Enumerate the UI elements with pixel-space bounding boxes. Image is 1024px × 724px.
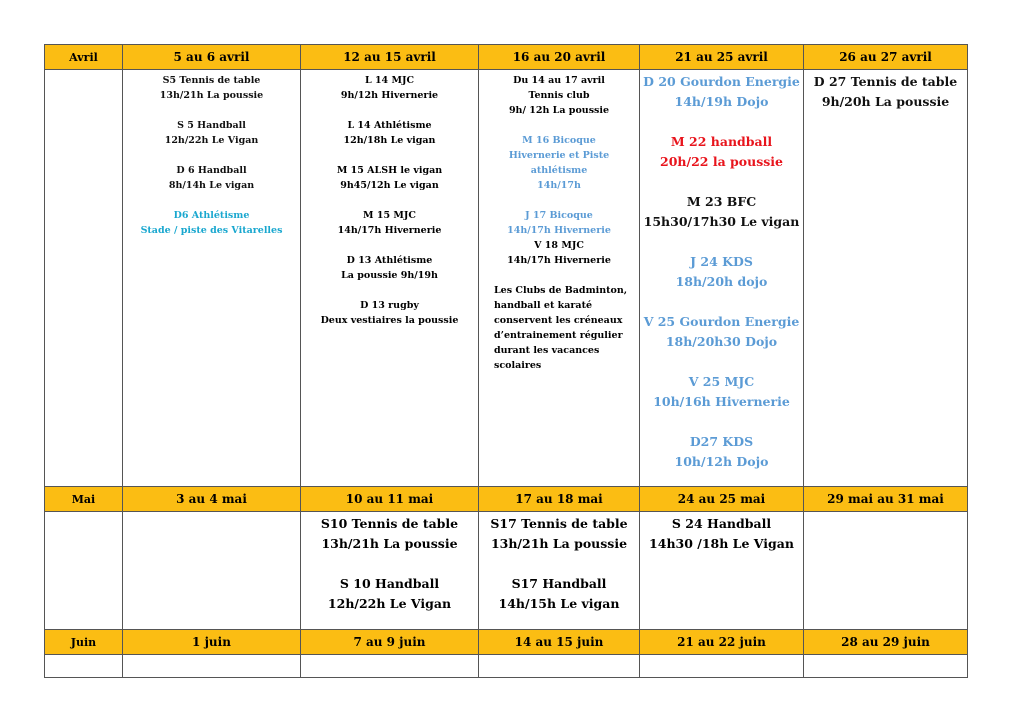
event-entry [123,118,300,148]
week-header: 16 au 20 avril [479,45,640,70]
schedule-cell [640,655,804,678]
event-title: D 6 Handball [176,165,247,176]
event-detail: 20h/22 la poussie [660,154,783,169]
schedule-cell [479,512,640,630]
schedule-cell [804,512,968,630]
schedule-cell [123,512,301,630]
week-header: 21 au 22 juin [640,630,804,655]
event-title: D27 KDS [689,434,754,449]
week-header: 29 mai au 31 mai [804,487,968,512]
event-detail: 18h/20h dojo [675,274,768,289]
event-detail: 14h/15h Le vigan [498,596,620,611]
event-title: V 25 Gourdon Energie [643,314,800,329]
event-title: L 14 MJC [364,75,415,86]
event-detail: 10h/16h Hivernerie [653,394,790,409]
week-header: 1 juin [123,630,301,655]
event-title: D6 Athlétisme [173,210,250,221]
event-entry [479,73,639,118]
event-title: D 13 Athlétisme [346,255,433,266]
event-detail: 9h/ 12h La poussie [508,105,610,116]
event-detail: 9h/12h Hivernerie [340,90,439,101]
week-header: 17 au 18 mai [479,487,640,512]
event-entry [301,514,478,554]
event-entry [640,514,803,554]
event-detail: 15h30/17h30 Le vigan [643,214,800,229]
week-header: 5 au 6 avril [123,45,301,70]
event-entry [301,253,478,283]
month-label-juin: Juin [45,630,123,655]
body-row-mai [45,512,968,630]
event-detail: 14h30 /18h Le Vigan [649,536,794,551]
header-row-mai [45,487,968,512]
event-title: Du 14 au 17 avril [513,75,605,86]
body-row-juin [45,655,968,678]
month-label-mai: Mai [45,487,123,512]
week-header: 3 au 4 mai [123,487,301,512]
event-title: M 15 MJC [363,210,416,221]
event-detail: 9h/20h La poussie [821,94,950,109]
event-detail: 9h45/12h Le vigan [340,180,439,191]
schedule-cell [640,512,804,630]
event-title: J 24 KDS [690,254,753,269]
event-entry [123,208,300,238]
event-entry [301,73,478,103]
month-label-avril: Avril [45,45,123,70]
week-header: 21 au 25 avril [640,45,804,70]
schedule-cell [640,70,804,487]
week-header: 28 au 29 juin [804,630,968,655]
schedule-cell [301,655,479,678]
event-detail: 18h/20h30 Dojo [665,334,778,349]
event-title: S 10 Handball [339,576,440,591]
event-title: M 16 Bicoque [522,135,596,146]
event-title: V 25 MJC [688,374,755,389]
event-detail: 14h/17h Hivernerie [507,255,611,266]
event-entry [123,73,300,103]
event-detail: 14h/17h Hivernerie [507,225,611,236]
body-row-avril [45,70,968,487]
event-entry [301,298,478,328]
event-title: D 20 Gourdon Energie [643,74,800,89]
event-detail: Deux vestiaires la poussie [320,315,459,326]
month-cell-empty [45,512,123,630]
schedule-cell [301,70,479,487]
event-title: D 13 rugby [360,300,419,311]
schedule-cell [301,512,479,630]
event-title: S 24 Handball [671,516,772,531]
header-row-juin [45,630,968,655]
header-row-avril [45,45,968,70]
event-title: L 14 Athlétisme [347,120,432,131]
event-entry [301,163,478,193]
schedule-cell [804,655,968,678]
week-header: 14 au 15 juin [479,630,640,655]
event-entry [640,252,803,292]
event-detail: 12h/22h Le Vigan [327,596,452,611]
event-title: S17 Handball [511,576,607,591]
event-title: S10 Tennis de table [320,516,459,531]
event-entry [640,192,803,232]
event-detail: 12h/18h Le vigan [343,135,436,146]
schedule-table [44,44,968,678]
schedule-cell [479,70,640,487]
event-detail: 14h/17h Hivernerie [337,225,442,236]
month-cell-empty [45,70,123,487]
week-header: 12 au 15 avril [301,45,479,70]
event-entry [640,432,803,472]
event-detail: Stade / piste des Vitarelles [140,225,283,236]
week-header: 10 au 11 mai [301,487,479,512]
event-detail: 8h/14h Le vigan [168,180,255,191]
event-entry [301,208,478,238]
event-title: S17 Tennis de table [490,516,628,531]
event-entry [640,372,803,412]
event-entry [479,208,639,268]
schedule-cell [804,70,968,487]
event-entry [640,132,803,172]
event-entry [479,514,639,554]
event-title: M 15 ALSH le vigan [336,165,443,176]
week-header: 26 au 27 avril [804,45,968,70]
event-title: D 27 Tennis de table [813,74,958,89]
event-detail: 12h/22h Le Vigan [164,135,259,146]
event-detail: Hivernerie et Piste athlétisme [508,150,610,176]
event-title: M 22 handball [670,134,773,149]
schedule-cell [123,70,301,487]
event-entry [479,574,639,614]
event-entry [640,72,803,112]
event-detail: 13h/21h La poussie [321,536,458,551]
week-header: 24 au 25 mai [640,487,804,512]
event-title: M 23 BFC [686,194,757,209]
event-detail: 13h/21h La poussie [159,90,264,101]
schedule-cell [479,655,640,678]
week-header: 7 au 9 juin [301,630,479,655]
event-title: V 18 MJC [534,240,584,251]
event-detail: Tennis club [528,90,590,101]
event-entry [479,133,639,193]
event-detail: La poussie 9h/19h [341,270,438,281]
event-detail: 14h/19h Dojo [674,94,769,109]
event-entry [301,118,478,148]
event-entry [123,163,300,193]
event-title: S5 Tennis de table [162,75,261,86]
event-title: J 17 Bicoque [525,210,593,221]
event-detail: 14h/17h [537,180,581,191]
event-entry [301,574,478,614]
event-entry [804,72,967,112]
event-detail: 13h/21h La poussie [490,536,628,551]
event-title: S 5 Handball [177,120,246,131]
clubs-note: Les Clubs de Badminton, handball et karaté conservent les créneaux d’entrainement régulier durant les vacances scolaires [494,285,628,371]
event-detail: 10h/12h Dojo [674,454,769,469]
event-entry [640,312,803,352]
month-cell-empty [45,655,123,678]
schedule-cell [123,655,301,678]
